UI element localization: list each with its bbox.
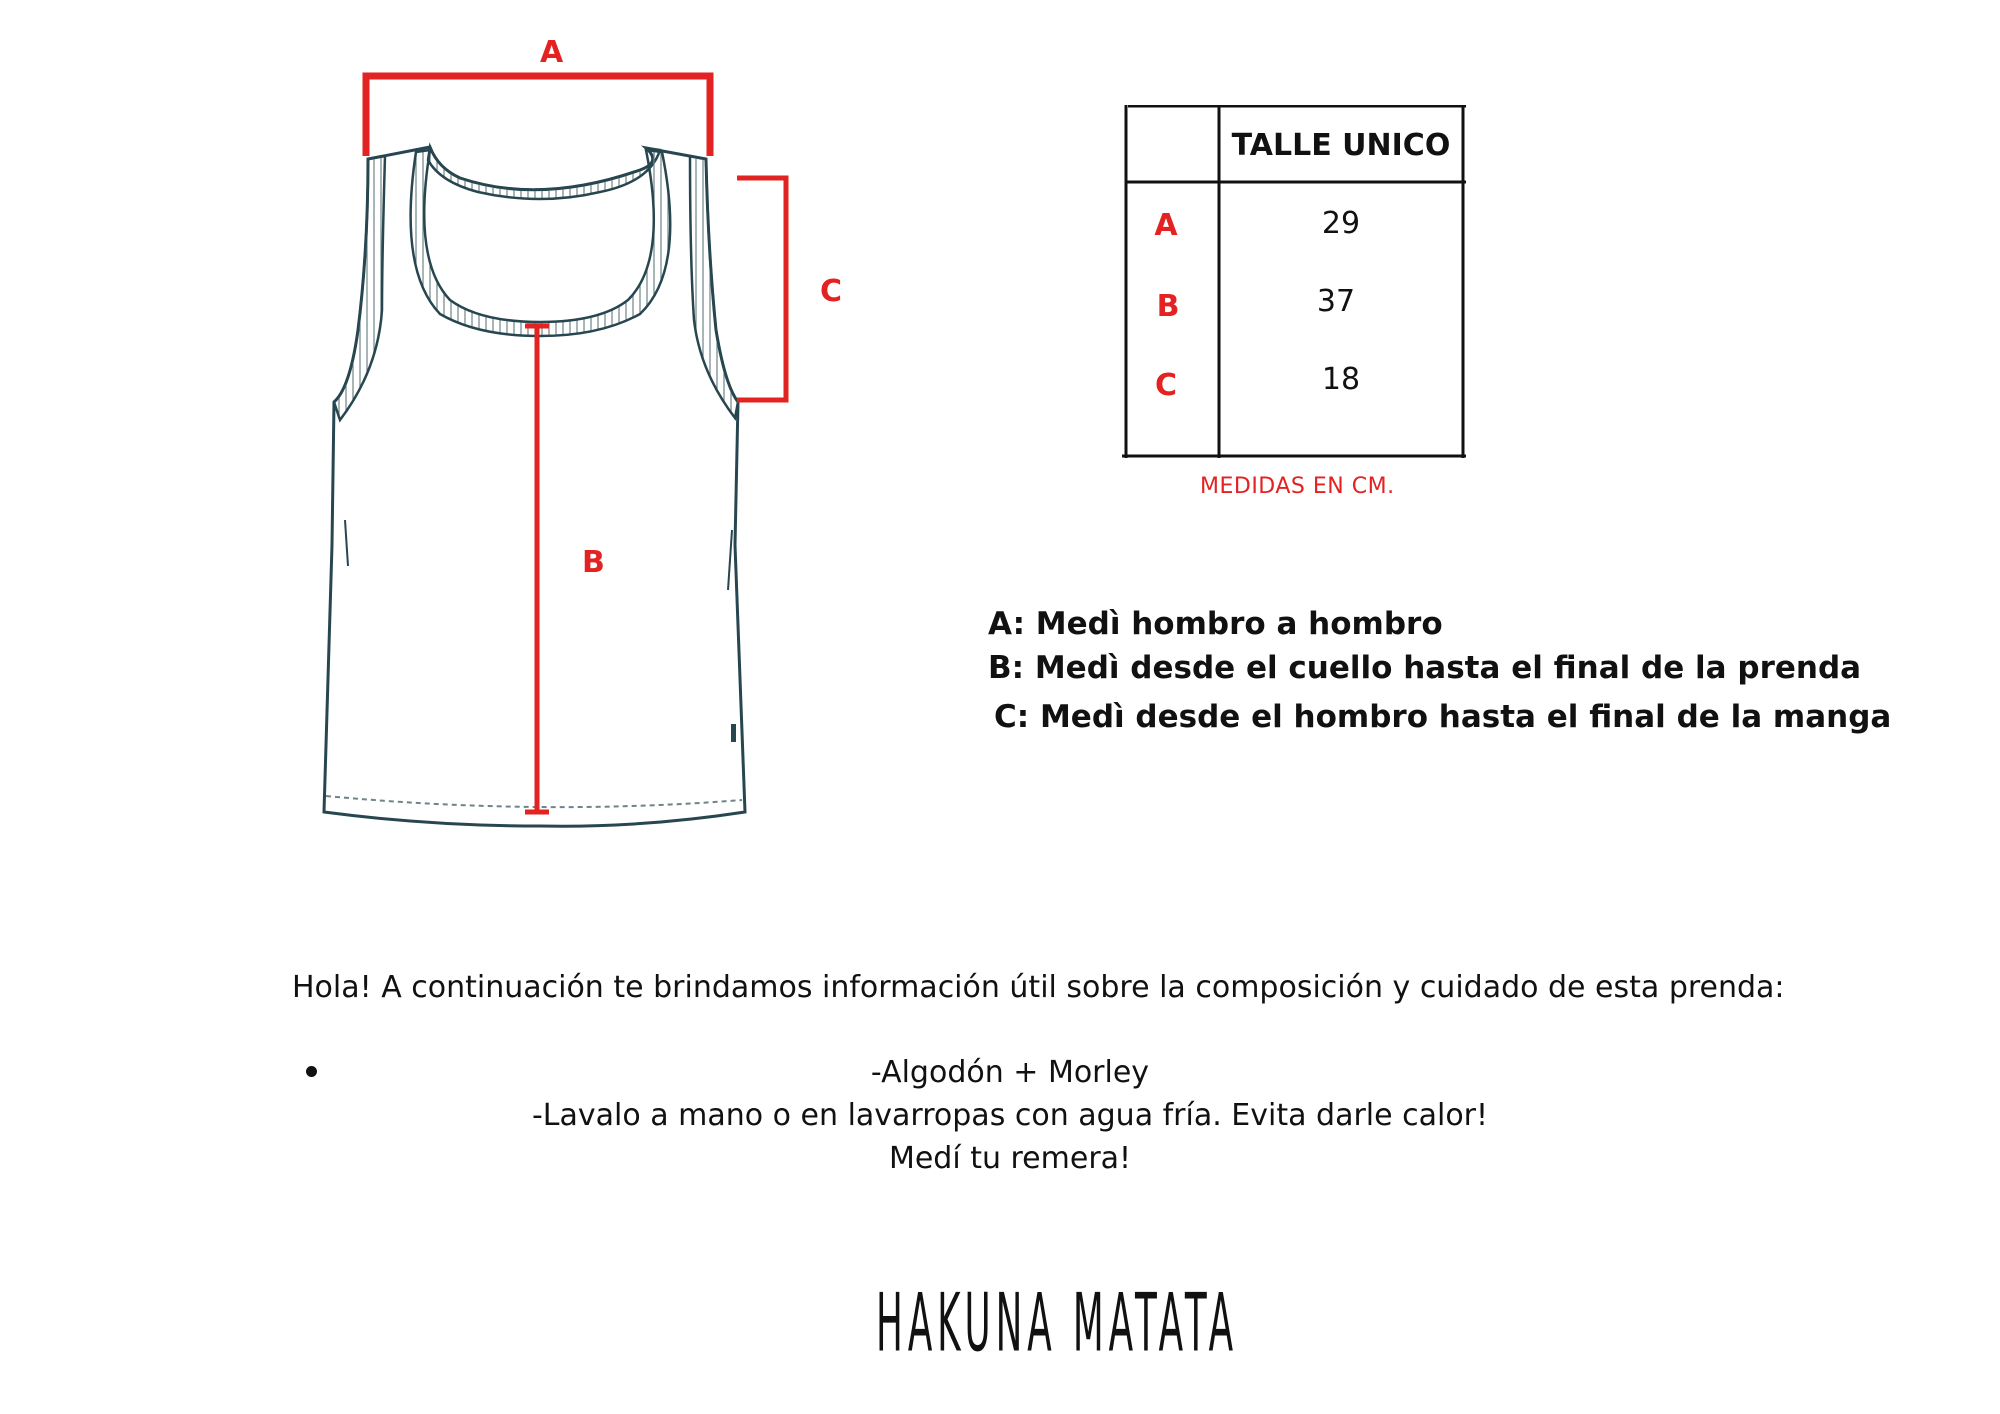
measure-b-label: B — [582, 545, 605, 580]
info-line-care: -Lavalo a mano o en lavarropas con agua fría. Evita darle calor! — [531, 1098, 1489, 1133]
table-row-value: 29 — [1321, 206, 1361, 241]
size-table — [1122, 105, 1466, 458]
table-row-label: C — [1154, 368, 1178, 403]
bullet-dot — [306, 1066, 317, 1077]
measure-a-bracket — [366, 76, 710, 156]
table-row-label: B — [1156, 289, 1180, 324]
measure-c-label: C — [820, 274, 843, 309]
measure-c-bracket — [737, 178, 786, 400]
side-label-tag — [731, 724, 736, 742]
legend-item-c: C: Medì desde el hombro hasta el final de la manga — [994, 699, 1892, 735]
table-units-note: MEDIDAS EN CM. — [1200, 474, 1395, 499]
table-header: TALLE UNICO — [1231, 128, 1451, 163]
table-row-value: 18 — [1321, 362, 1361, 397]
brand-logo: HAKUNA MATATA — [876, 1278, 1238, 1371]
legend-item-a: A: Medì hombro a hombro — [988, 606, 1443, 642]
table-row-value: 37 — [1316, 284, 1356, 319]
table-row-label: A — [1154, 208, 1178, 243]
info-intro: Hola! A continuación te brindamos información útil sobre la composición y cuidado de esta prenda: — [292, 970, 1785, 1005]
measure-a-label: A — [540, 35, 564, 70]
info-line-composition: -Algodón + Morley — [870, 1055, 1150, 1090]
info-line-measure: Medí tu remera! — [888, 1141, 1132, 1176]
legend-item-b: B: Medì desde el cuello hasta el final de la prenda — [988, 650, 1862, 686]
